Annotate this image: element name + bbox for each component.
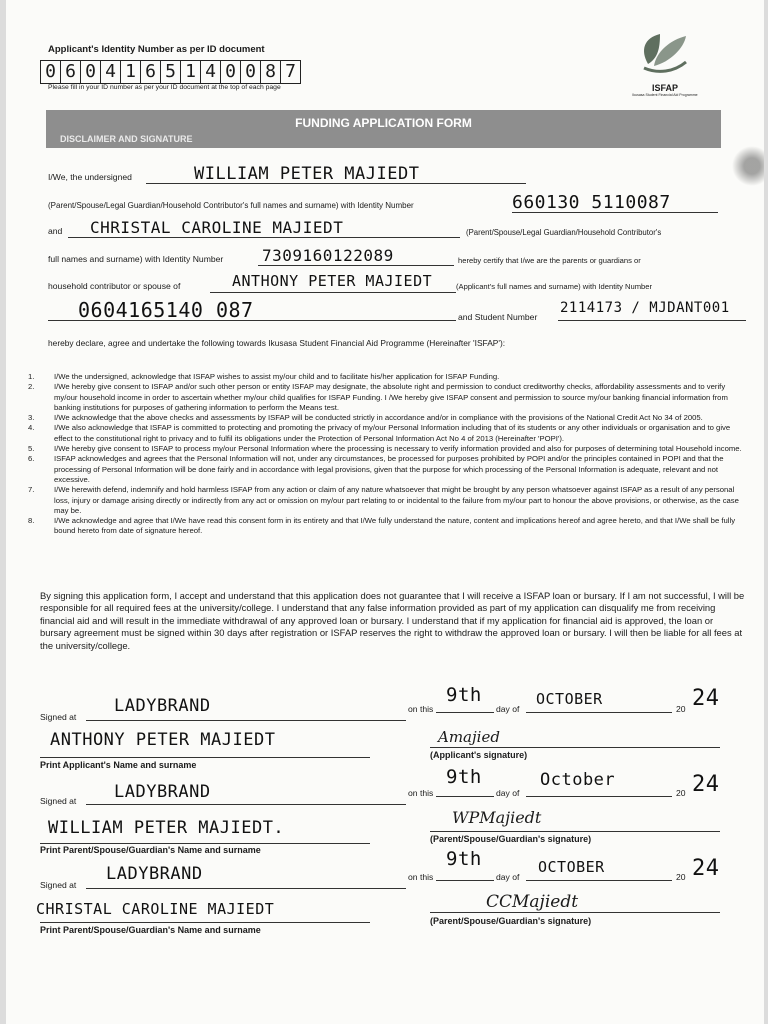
parent-name-sign-line bbox=[40, 922, 370, 923]
parent-sig-line bbox=[430, 912, 720, 913]
id-digit: 0 bbox=[41, 61, 61, 83]
applicant-sig-line bbox=[430, 747, 720, 748]
parent-print-name: WILLIAM PETER MAJIEDT. bbox=[48, 818, 285, 838]
id-digit: 0 bbox=[81, 61, 101, 83]
signed-at-value: LADYBRAND bbox=[114, 696, 211, 716]
funding-application-page bbox=[6, 0, 764, 1024]
year-prefix: 20 bbox=[676, 788, 686, 798]
signed-at-line bbox=[86, 804, 406, 805]
list-item: 1. I/We the undersigned, acknowledge that ISFAP wishes to assist my/our child and to facilitate his/her application for ISFAP Funding. bbox=[28, 372, 500, 381]
list-item: 2. I/We hereby give consent to ISFAP and/or such other person or entity ISFAP may designate, the absolute right and permission to conduct creditworthy checks, affordability assessments and to verify my/our household income in order to ascertain whether my/our child qualifies for ISFAP Funding. I /We hereby give ISFAP consent and permission to source my/our banking financial information from banking institutions for purposes of gathering information to perform the Means test. bbox=[28, 382, 728, 412]
second-name-line bbox=[68, 237, 460, 238]
list-item: 8. I/We acknowledge and agree that I/We have read this consent form in its entirety and that I/We fully understand the nature, content and implications hereof and agree hereto, and that I/We shall be fully bound hereto from date of signature hereof. bbox=[28, 516, 736, 536]
year-value: 24 bbox=[692, 856, 720, 881]
section-title: DISCLAIMER AND SIGNATURE bbox=[60, 134, 193, 144]
list-item: 6. ISFAP acknowledges and agrees that the Personal Information will not, under any circumstances, be processed for purposes prohibited by POPI and/or the principles contained in POPI and that the processing of Personal Information will be done fairly and in accordance with legal provisions, given that the purpose for which processing of the Personal Information is adequate, relevant and not excessive. bbox=[28, 454, 724, 484]
second-name-value: CHRISTAL CAROLINE MAJIEDT bbox=[90, 218, 344, 237]
month-line bbox=[526, 880, 672, 881]
id-digit: 6 bbox=[61, 61, 81, 83]
year-prefix: 20 bbox=[676, 704, 686, 714]
day-of-label: day of bbox=[496, 872, 520, 882]
day-value: 9th bbox=[446, 684, 482, 706]
on-this-label: on this bbox=[408, 704, 434, 714]
contributor-id-value: 660130 5110087 bbox=[512, 192, 671, 213]
applicant-sig-label: (Applicant's signature) bbox=[430, 750, 528, 760]
second-id-value: 7309160122089 bbox=[262, 246, 394, 265]
isfap-logo bbox=[630, 28, 700, 100]
student-number-line bbox=[558, 320, 746, 321]
parent-name-label: Print Parent/Spouse/Guardian's Name and surname bbox=[40, 925, 261, 935]
id-digit: 4 bbox=[201, 61, 221, 83]
id-digit: 1 bbox=[121, 61, 141, 83]
parent-signature: WPMajiedt bbox=[452, 808, 542, 827]
on-this-label: on this bbox=[408, 788, 434, 798]
clause-list bbox=[28, 372, 746, 537]
day-of-label: day of bbox=[496, 704, 520, 714]
agreement-paragraph: By signing this application form, I accept and understand that this application does not guarantee that I will receive a ISFAP loan or bursary. If I am not successful, I will be responsible for all required fees at the university/college. I understand that any false information provided as part of my application can disqualify me from receiving financial aid and will result in the immediate withdrawal of any approved loan or bursary. I understand that if my application for financial aid is approved, the loan or bursary agreement must be signed within 30 days after registration or ISFAP reserves the right to withdraw the approved loan or bursary. I will then be liable for all fees at the university/college. bbox=[40, 590, 745, 651]
day-line bbox=[436, 880, 494, 881]
applicant-name-label: Print Applicant's Name and surname bbox=[40, 760, 197, 770]
fullnames-label: full names and surname) with Identity Number bbox=[48, 254, 224, 264]
parent-name-sign-line bbox=[40, 843, 370, 844]
second-label: (Parent/Spouse/Legal Guardian/Household Contributor's bbox=[466, 228, 662, 237]
month-value: October bbox=[540, 770, 616, 790]
list-item: 3. I/We acknowledge that the above checks and assessments by ISFAP will be conducted strictly in accordance and/or in compliance with the provisions of the National Credit Act No 34 of 2005. bbox=[28, 413, 703, 423]
list-item: 4. I/We also acknowledge that ISFAP is committed to protecting and promoting the privacy of my/our Personal Information including that of its students or any other individuals or organisation and to give effect to the constitutional right to privacy and to fulfil its obligations under the Protection of Personal Information Act No 4 of 2013 (Hereinafter 'POPI'). bbox=[28, 423, 731, 443]
applicant-name-sign-line bbox=[40, 757, 370, 758]
logo-tagline: Ikusasa Student Financial Aid Programme bbox=[632, 93, 698, 97]
applicant-name-value: ANTHONY PETER MAJIEDT bbox=[232, 272, 433, 290]
student-number-label: and Student Number bbox=[458, 312, 538, 322]
applicant-name-line bbox=[210, 292, 456, 293]
parent-sig-label: (Parent/Spouse/Guardian's signature) bbox=[430, 834, 592, 844]
list-item: 5. I/We hereby give consent to ISFAP to process my/our Personal Information where the processing is necessary to verify information provided and also for purposes of determining total Household income. bbox=[28, 444, 742, 454]
day-value: 9th bbox=[446, 848, 482, 870]
applicant-print-name: ANTHONY PETER MAJIEDT bbox=[50, 730, 276, 750]
id-number-note: Please fill in your ID number as per your ID document at the top of each page bbox=[48, 84, 281, 91]
signed-at-line bbox=[86, 888, 406, 889]
id-digit: 8 bbox=[261, 61, 281, 83]
day-line bbox=[436, 712, 494, 713]
undersigned-label: I/We, the undersigned bbox=[48, 172, 132, 182]
id-digit: 7 bbox=[285, 61, 296, 82]
second-id-line bbox=[258, 265, 454, 266]
household-label: household contributor or spouse of bbox=[48, 281, 181, 291]
contributor-label: (Parent/Spouse/Legal Guardian/Household Contributor's full names and surname) with Identity Number bbox=[48, 201, 414, 210]
declare-text: hereby declare, agree and undertake the following towards Ikusasa Student Financial Aid Programme (Hereinafter 'ISFAP'): bbox=[48, 338, 506, 348]
id-digit: 1 bbox=[181, 61, 201, 83]
and-label: and bbox=[48, 226, 63, 236]
day-value: 9th bbox=[446, 766, 482, 788]
year-value: 24 bbox=[692, 772, 720, 797]
signed-at-value: LADYBRAND bbox=[106, 864, 203, 884]
day-line bbox=[436, 796, 494, 797]
signed-at-label: Signed at bbox=[40, 880, 77, 890]
id-number-label: Applicant's Identity Number as per ID document bbox=[48, 44, 265, 55]
signed-at-line bbox=[86, 720, 406, 721]
list-item: 7. I/We herewith defend, indemnify and hold harmless ISFAP from any action or claim of any nature whatsoever that might be brought by any person whatsoever against ISFAP as a result of any personal loss, injury or damage arising directly or indirectly from any act or omission on my/our part relating to or incidental to the failure from my/our part to honour the above provisions, or otherwise, as the case may be. bbox=[28, 485, 739, 515]
certify-label: hereby certify that I/we are the parents or guardians or bbox=[458, 256, 641, 265]
month-line bbox=[526, 796, 672, 797]
day-of-label: day of bbox=[496, 788, 520, 798]
parent-print-name: CHRISTAL CAROLINE MAJIEDT bbox=[36, 900, 275, 918]
applicant-label: (Applicant's full names and surname) with Identity Number bbox=[456, 282, 653, 291]
id-number-boxes bbox=[40, 60, 301, 84]
student-number-value: 2114173 / MJDANT001 bbox=[560, 300, 730, 316]
scan-noise bbox=[724, 130, 764, 220]
id-digit: 0 bbox=[241, 61, 261, 83]
parent-sig-label: (Parent/Spouse/Guardian's signature) bbox=[430, 916, 592, 926]
month-value: OCTOBER bbox=[536, 690, 603, 708]
logo-text: ISFAP bbox=[651, 83, 678, 93]
parent-name-label: Print Parent/Spouse/Guardian's Name and surname bbox=[40, 845, 261, 855]
form-banner bbox=[46, 110, 721, 148]
parent-signature: CCMajiedt bbox=[486, 892, 579, 912]
parent-sig-line bbox=[430, 831, 720, 832]
year-prefix: 20 bbox=[676, 872, 686, 882]
form-title: FUNDING APPLICATION FORM bbox=[295, 116, 472, 130]
applicant-signature: Amajied bbox=[438, 728, 500, 746]
applicant-id-value: 0604165140 087 bbox=[78, 298, 254, 322]
month-value: OCTOBER bbox=[538, 858, 605, 876]
signed-at-value: LADYBRAND bbox=[114, 782, 211, 802]
signed-at-label: Signed at bbox=[40, 796, 77, 806]
undersigned-value: WILLIAM PETER MAJIEDT bbox=[194, 164, 420, 184]
year-value: 24 bbox=[692, 686, 720, 711]
signed-at-label: Signed at bbox=[40, 712, 77, 722]
id-digit: 0 bbox=[221, 61, 241, 83]
id-digit: 5 bbox=[161, 61, 181, 83]
id-digit: 4 bbox=[101, 61, 121, 83]
id-digit: 6 bbox=[141, 61, 161, 83]
on-this-label: on this bbox=[408, 872, 434, 882]
month-line bbox=[526, 712, 672, 713]
leaf-logo-icon bbox=[630, 28, 700, 78]
